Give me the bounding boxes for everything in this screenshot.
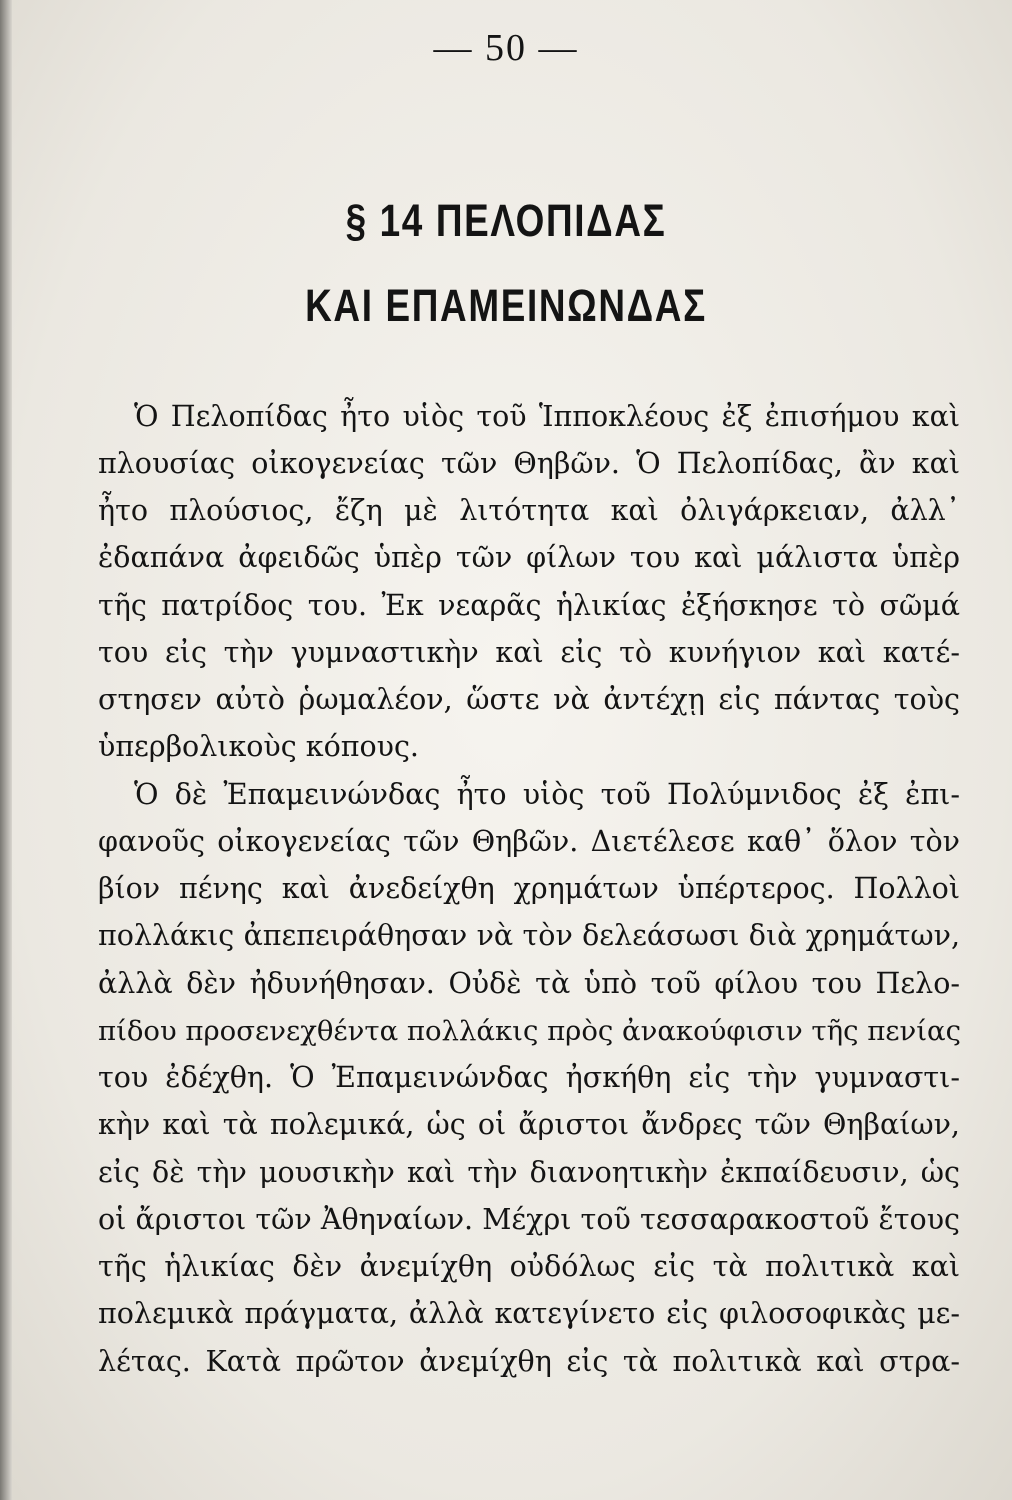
body-line: ἦτο πλούσιος, ἔζη μὲ λιτότητα καὶ ὀλιγάρκειαν, ἀλλ᾿ — [98, 494, 960, 527]
page-number: — 50 — — [433, 27, 579, 69]
body-line: πολεμικὰ πράγματα, ἀλλὰ κατεγίνετο εἰς φιλοσοφικὰς με- — [98, 1297, 960, 1330]
body-line: Ὁ Πελοπίδας ἦτο υἱὸς τοῦ Ἱπποκλέους ἐξ ἐπισήμου καὶ — [134, 400, 960, 433]
body-line: φανοῦς οἰκογενείας τῶν Θηβῶν. Διετέλεσε καθ᾿ ὅλον τὸν — [98, 825, 960, 858]
body-line: ἀλλὰ δὲν ἠδυνήθησαν. Οὐδὲ τὰ ὑπὸ τοῦ φίλου του Πελο- — [98, 967, 960, 1000]
body-line: του εἰς τὴν γυμναστικὴν καὶ εἰς τὸ κυνήγιον καὶ κατέ- — [98, 636, 960, 669]
body-line: πίδου προσενεχθέντα πολλάκις πρὸς ἀνακούφισιν τῆς πενίας — [98, 1015, 962, 1047]
body-line: ἐδαπάνα ἀφειδῶς ὑπὲρ τῶν φίλων του καὶ μάλιστα ὑπὲρ — [98, 541, 960, 574]
page-binding-edge — [0, 0, 12, 1500]
body-line: πολλάκις ἀπεπειράθησαν νὰ τὸν δελεάσωσι διὰ χρημάτων, — [98, 919, 960, 952]
body-line: βίον πένης καὶ ἀνεδείχθη χρημάτων ὑπέρτερος. Πολλοὶ — [98, 872, 960, 905]
body-line: εἰς δὲ τὴν μουσικὴν καὶ τὴν διανοητικὴν ἐκπαίδευσιν, ὡς — [98, 1156, 960, 1189]
body-line: στησεν αὐτὸ ῥωμαλέον, ὥστε νὰ ἀντέχῃ εἰς πάντας τοὺς — [98, 683, 960, 716]
section-heading-line-1: § 14 ΠΕΛΟΠΙΔΑΣ — [345, 195, 667, 246]
body-line: κὴν καὶ τὰ πολεμικά, ὡς οἱ ἄριστοι ἄνδρες τῶν Θηβαίων, — [98, 1108, 960, 1141]
section-heading-line-2: ΚΑΙ ΕΠΑΜΕΙΝΩΝΔΑΣ — [305, 280, 707, 331]
body-line: τῆς ἡλικίας δὲν ἀνεμίχθη οὐδόλως εἰς τὰ πολιτικὰ καὶ — [98, 1250, 960, 1283]
body-line: τῆς πατρίδος του. Ἐκ νεαρᾶς ἡλικίας ἐξήσκησε τὸ σῶμά — [98, 589, 960, 622]
body-line: πλουσίας οἰκογενείας τῶν Θηβῶν. Ὁ Πελοπίδας, ἂν καὶ — [98, 447, 960, 480]
body-line: Ὁ δὲ Ἐπαμεινώνδας ἦτο υἱὸς τοῦ Πολύμνιδος ἐξ ἐπι- — [134, 778, 960, 811]
body-line: λέτας. Κατὰ πρῶτον ἀνεμίχθη εἰς τὰ πολιτικὰ καὶ στρα- — [98, 1345, 960, 1378]
body-line: ὑπερβολικοὺς κόπους. — [98, 730, 419, 763]
body-line: του ἐδέχθη. Ὁ Ἐπαμεινώνδας ἠσκήθη εἰς τὴν γυμναστι- — [98, 1061, 960, 1094]
body-line: οἱ ἄριστοι τῶν Ἀθηναίων. Μέχρι τοῦ τεσσαρακοστοῦ ἔτους — [98, 1203, 960, 1236]
